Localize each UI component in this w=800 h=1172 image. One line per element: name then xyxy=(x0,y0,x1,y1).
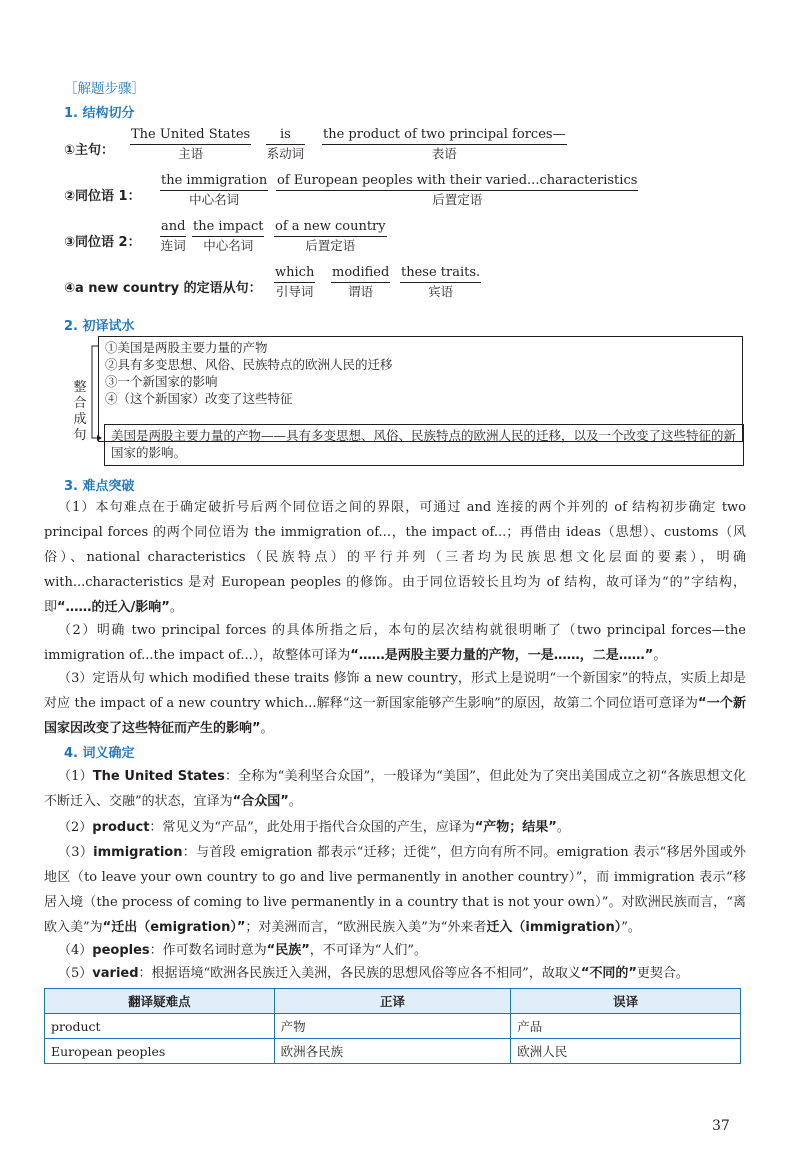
section-header: ［解题步骤］ xyxy=(64,81,145,97)
item-keyword: The United States xyxy=(92,769,225,784)
item-index: （2） xyxy=(58,820,93,835)
row3-label: ③同位语 2： xyxy=(64,235,141,250)
item-index: （5） xyxy=(58,966,93,981)
row1-label: ①主句： xyxy=(64,143,115,158)
side-char: 整 xyxy=(73,380,87,395)
item-emphasis: “合众国” xyxy=(232,794,289,809)
item-keyword: product xyxy=(92,820,150,835)
seg-text: and xyxy=(160,218,186,237)
draft-line: ③一个新国家的影响 xyxy=(105,374,218,389)
row1-seg-predicative xyxy=(322,126,567,163)
item-text: ：作可数名词时意为 xyxy=(149,943,267,958)
item-emphasis: 迁入（immigration） xyxy=(486,920,622,935)
table-cell: 产品 xyxy=(511,1014,741,1039)
row2-seg-head xyxy=(160,172,268,209)
section-4-title: 4. 词义确定 xyxy=(64,746,135,761)
item-index: （1） xyxy=(58,769,93,784)
seg-role: 宾语 xyxy=(428,284,454,299)
section-3-title: 3. 难点突破 xyxy=(64,479,135,494)
item-text: ，不可译为“人们”。 xyxy=(309,943,428,958)
seg-text: of a new country xyxy=(274,218,387,237)
table-cell: 欧洲人民 xyxy=(511,1039,741,1064)
row4-seg-object xyxy=(400,264,481,301)
para-emphasis: “……的迁入/影响” xyxy=(57,600,170,615)
item-text: ”。 xyxy=(621,920,641,935)
seg-role: 中心名词 xyxy=(189,192,240,207)
seg-text: of European peoples with their varied...characteristics xyxy=(276,172,638,191)
item-text: ：与首段 emigration 都表示“迁移；迁徙”，但方向有所不同。emigration 表示“移居外国或外地区（to leave your own country to go and live permanently in another country）”，而 immigration 表示“移居入境（the process of coming to live permanently in a country that is not your own）”。对欧洲民族而言，“离欧入美”为 xyxy=(44,845,746,935)
item-keyword: varied xyxy=(92,966,139,981)
table-cell: 产物 xyxy=(274,1014,511,1039)
seg-role: 表语 xyxy=(431,146,457,161)
table-cell: product xyxy=(45,1014,275,1039)
page-number: 37 xyxy=(712,1118,730,1134)
word-item-1 xyxy=(44,764,746,814)
table-row xyxy=(45,1014,741,1039)
item-text: 。 xyxy=(288,794,302,809)
seg-role: 主语 xyxy=(178,146,204,161)
row3-seg-postmodifier xyxy=(274,218,387,255)
combined-result-box: 美国是两股主要力量的产物——具有多变思想、风俗、民族特点的欧洲人民的迁移，以及一个改变了这些特征的新国家的影响。 xyxy=(104,424,744,466)
table-header: 误译 xyxy=(511,989,741,1014)
item-emphasis: “民族” xyxy=(266,943,310,958)
table-header: 正译 xyxy=(274,989,511,1014)
item-index: （4） xyxy=(58,943,93,958)
side-char: 成 xyxy=(73,412,87,427)
row2-seg-postmodifier xyxy=(276,172,638,209)
seg-role: 后置定语 xyxy=(432,192,483,207)
item-text: ：常见义为“产品”，此处用于指代合众国的产生，应译为 xyxy=(149,820,475,835)
table-cell: European peoples xyxy=(45,1039,275,1064)
para-text: （1）本句难点在于确定破折号后两个同位语之间的界限，可通过 and 连接的两个并列的 of 结构初步确定 two principal forces 的两个同位语为 the immigration of...，the impact of...；再借由 ideas（思想）、customs（风俗）、national characteristics（民族特点）的平行并列（三者均为民族思想文化层面的要素），明确 with...characteristics 是对 European peoples 的修饰。由于同位语较长且均为 of 结构，故可译为“的”字结构，即 xyxy=(44,500,746,615)
item-keyword: immigration xyxy=(93,845,183,860)
table-header: 翻译疑难点 xyxy=(45,989,275,1014)
item-index: （3） xyxy=(58,845,94,860)
seg-role: 系动词 xyxy=(266,146,305,161)
item-text: 。 xyxy=(556,820,570,835)
item-keyword: peoples xyxy=(92,943,150,958)
draft-line: ②具有多变思想、风俗、民族特点的欧洲人民的迁移 xyxy=(105,357,393,372)
row2-label: ②同位语 1： xyxy=(64,189,141,204)
row3-seg-head xyxy=(192,218,264,255)
draft-line: ④（这个新国家）改变了这些特征 xyxy=(105,391,293,406)
section-1-title: 1. 结构切分 xyxy=(64,106,135,121)
seg-text: The United States xyxy=(130,126,251,145)
table-row xyxy=(45,1039,741,1064)
item-emphasis: “不同的” xyxy=(580,966,637,981)
item-text: ：全称为“美利坚合众国”，一般译为“美国”，但此处为了突出美国成立之初“各族思想文化不断迁入、交融”的状态，宜译为 xyxy=(44,769,746,809)
word-item-2 xyxy=(44,815,746,840)
seg-text: modified xyxy=(331,264,390,283)
seg-text: the impact xyxy=(192,218,264,237)
seg-text: is xyxy=(266,126,305,145)
seg-text: which xyxy=(274,264,315,283)
word-item-3 xyxy=(44,840,746,940)
difficulty-para-1 xyxy=(44,495,746,620)
item-text: 更契合。 xyxy=(636,966,689,981)
side-char: 句 xyxy=(73,428,87,443)
para-emphasis: “……是两股主要力量的产物，一是……，二是……” xyxy=(350,648,654,663)
para-text: 。 xyxy=(653,648,667,663)
word-item-5 xyxy=(44,961,746,986)
seg-text: these traits. xyxy=(400,264,481,283)
seg-role: 引导词 xyxy=(275,284,314,299)
row4-seg-relative xyxy=(274,264,315,301)
table-cell: 欧洲各民族 xyxy=(274,1039,511,1064)
para-text: 。 xyxy=(169,600,183,615)
seg-role: 谓语 xyxy=(348,284,374,299)
table-header-row xyxy=(45,989,741,1014)
seg-role: 中心名词 xyxy=(203,238,254,253)
seg-text: the immigration xyxy=(160,172,268,191)
item-text: ：根据语境“欧洲各民族迁入美洲，各民族的思想风俗等应各不相同”，故取义 xyxy=(138,966,581,981)
word-item-4 xyxy=(44,938,746,963)
para-emphasis: “一个新国家因改变了这些特征而产生的影响” xyxy=(44,696,747,736)
item-emphasis: “迁出（emigration）” xyxy=(102,920,246,935)
para-text: 。 xyxy=(260,721,274,736)
seg-role: 后置定语 xyxy=(305,238,356,253)
difficulty-para-3 xyxy=(44,666,746,741)
seg-text: the product of two principal forces— xyxy=(322,126,567,145)
row3-seg-conj xyxy=(160,218,186,255)
row4-seg-predicate xyxy=(331,264,390,301)
translation-table xyxy=(44,988,741,1064)
row1-seg-verb xyxy=(266,126,305,163)
item-emphasis: “产物；结果” xyxy=(474,820,557,835)
draft-line: ①美国是两股主要力量的产物 xyxy=(105,340,268,355)
item-text: ；对美洲而言，“欧洲民族入美”为“外来者 xyxy=(245,920,487,935)
side-char: 合 xyxy=(73,396,87,411)
row1-seg-subject xyxy=(130,126,251,163)
para-text: （3）定语从句 which modified these traits 修饰 a new country，形式上是说明“一个新国家”的特点，实质上却是对应 the impact of a new country which...解释“这一新国家能够产生影响”的原因，故第二个同位语可意译为 xyxy=(44,671,746,711)
section-2-title: 2. 初译试水 xyxy=(64,319,135,334)
para-text: （2）明确 two principal forces 的具体所指之后，本句的层次结构就很明晰了（two principal forces—the immigration of...the impact of...），故整体可译为 xyxy=(44,623,746,663)
seg-role: 连词 xyxy=(160,238,186,253)
row4-label: ④a new country 的定语从句： xyxy=(64,281,262,296)
difficulty-para-2 xyxy=(44,618,746,668)
